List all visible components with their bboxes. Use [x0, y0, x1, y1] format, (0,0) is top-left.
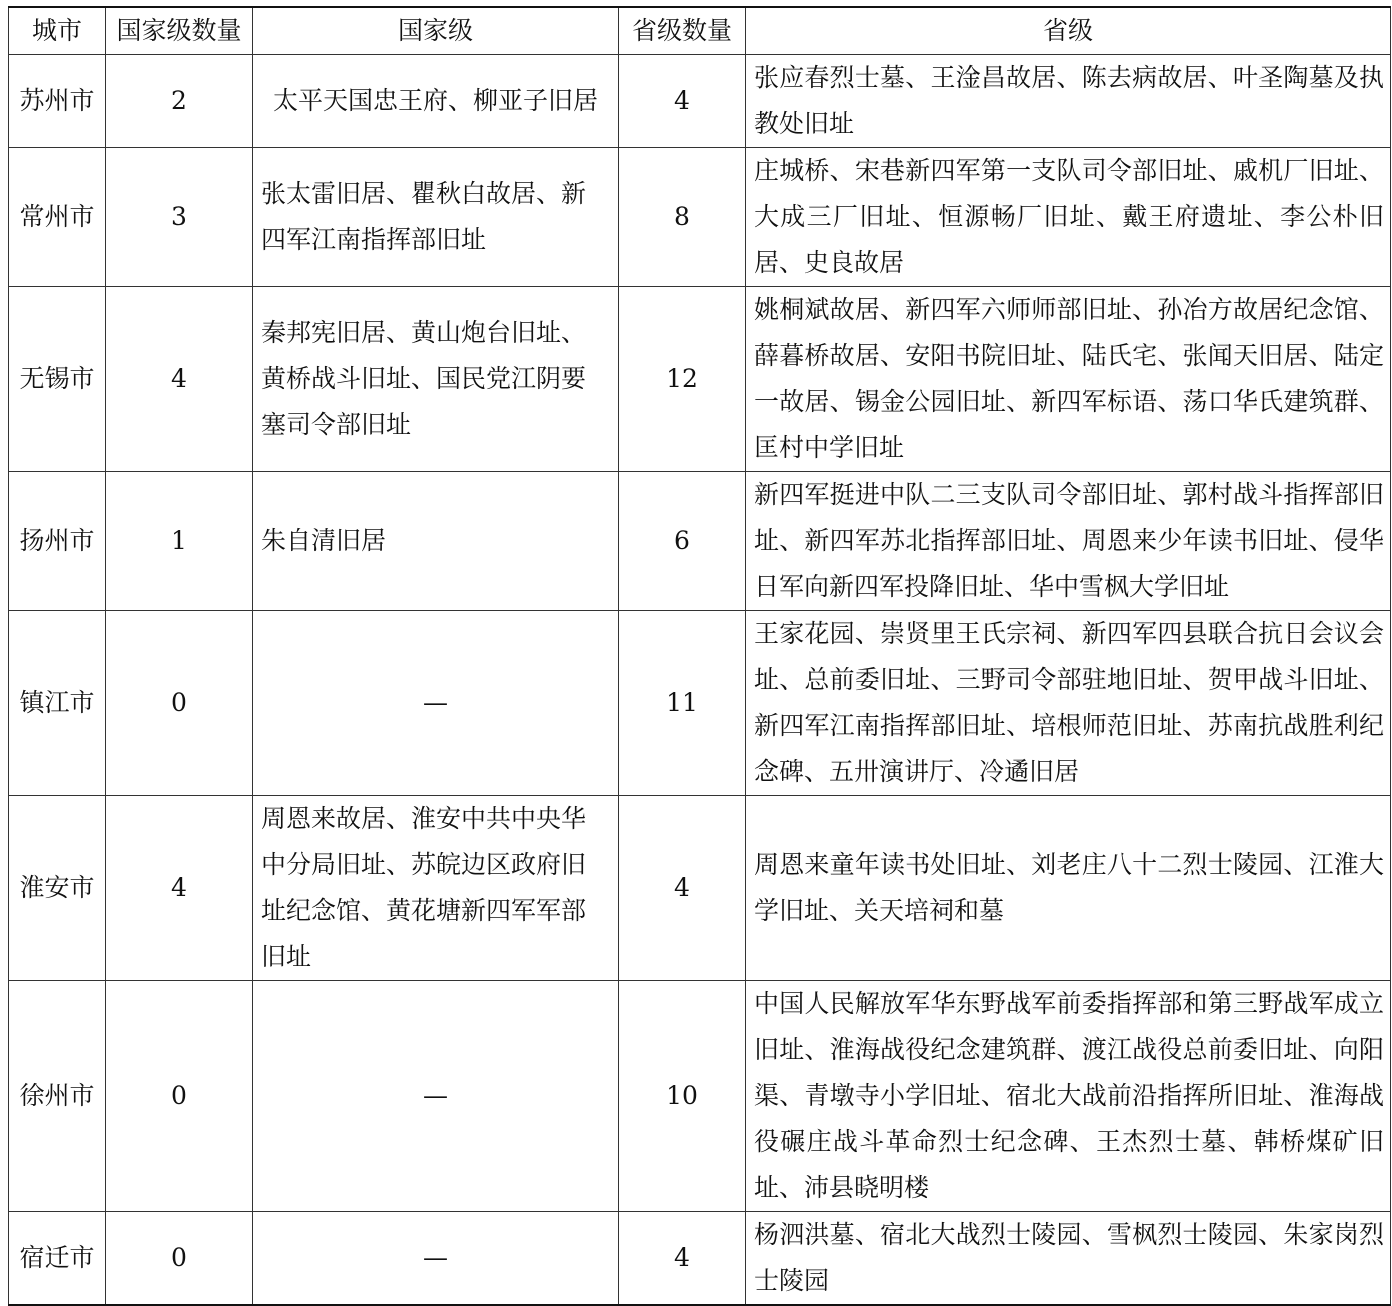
provincial-count-cell: 12 [619, 286, 746, 471]
provincial-count-cell: 6 [619, 471, 746, 610]
provincial-sites-cell: 周恩来童年读书处旧址、刘老庄八十二烈士陵园、江淮大学旧址、关天培祠和墓 [746, 795, 1391, 980]
table-row [9, 1211, 1391, 1305]
national-sites-cell: 朱自清旧居 [253, 471, 619, 610]
national-count-cell: 0 [106, 980, 253, 1211]
table-row [9, 286, 1391, 471]
national-sites-cell: — [253, 1211, 619, 1305]
header-provincial-count: 省级数量 [619, 7, 746, 54]
national-sites-cell: — [253, 980, 619, 1211]
national-sites-cell: 秦邦宪旧居、黄山炮台旧址、黄桥战斗旧址、国民党江阴要塞司令部旧址 [253, 286, 619, 471]
heritage-sites-table [8, 6, 1391, 1306]
provincial-sites-cell: 姚桐斌故居、新四军六师师部旧址、孙冶方故居纪念馆、薛暮桥故居、安阳书院旧址、陆氏宅、张闻天旧居、陆定一故居、锡金公园旧址、新四军标语、荡口华氏建筑群、匡村中学旧址 [746, 286, 1391, 471]
table-header [9, 7, 1391, 54]
provincial-sites-cell: 新四军挺进中队二三支队司令部旧址、郭村战斗指挥部旧址、新四军苏北指挥部旧址、周恩来少年读书旧址、侵华日军向新四军投降旧址、华中雪枫大学旧址 [746, 471, 1391, 610]
provincial-sites-cell: 中国人民解放军华东野战军前委指挥部和第三野战军成立旧址、淮海战役纪念建筑群、渡江战役总前委旧址、向阳渠、青墩寺小学旧址、宿北大战前沿指挥所旧址、淮海战役碾庄战斗革命烈士纪念碑、王杰烈士墓、韩桥煤矿旧址、沛县晓明楼 [746, 980, 1391, 1211]
national-sites-cell: 太平天国忠王府、柳亚子旧居 [253, 54, 619, 147]
city-cell: 常州市 [9, 147, 106, 286]
provincial-sites-cell: 张应春烈士墓、王淦昌故居、陈去病故居、叶圣陶墓及执教处旧址 [746, 54, 1391, 147]
city-cell: 淮安市 [9, 795, 106, 980]
city-cell: 镇江市 [9, 610, 106, 795]
city-cell: 扬州市 [9, 471, 106, 610]
national-count-cell: 4 [106, 795, 253, 980]
city-cell: 宿迁市 [9, 1211, 106, 1305]
table-row [9, 610, 1391, 795]
national-count-cell: 4 [106, 286, 253, 471]
provincial-sites-cell: 王家花园、崇贤里王氏宗祠、新四军四县联合抗日会议会址、总前委旧址、三野司令部驻地旧址、贺甲战斗旧址、新四军江南指挥部旧址、培根师范旧址、苏南抗战胜利纪念碑、五卅演讲厅、冷遹旧居 [746, 610, 1391, 795]
provincial-count-cell: 11 [619, 610, 746, 795]
provincial-count-cell: 4 [619, 795, 746, 980]
national-sites-cell: 张太雷旧居、瞿秋白故居、新四军江南指挥部旧址 [253, 147, 619, 286]
national-count-cell: 2 [106, 54, 253, 147]
provincial-sites-cell: 杨泗洪墓、宿北大战烈士陵园、雪枫烈士陵园、朱家岗烈士陵园 [746, 1211, 1391, 1305]
city-cell: 无锡市 [9, 286, 106, 471]
provincial-count-cell: 4 [619, 1211, 746, 1305]
provincial-sites-cell: 庄城桥、宋巷新四军第一支队司令部旧址、戚机厂旧址、大成三厂旧址、恒源畅厂旧址、戴王府遗址、李公朴旧居、史良故居 [746, 147, 1391, 286]
national-sites-cell: 周恩来故居、淮安中共中央华中分局旧址、苏皖边区政府旧址纪念馆、黄花塘新四军军部旧址 [253, 795, 619, 980]
header-provincial: 省级 [746, 7, 1391, 54]
header-row [9, 7, 1391, 54]
national-sites-cell: — [253, 610, 619, 795]
city-cell: 苏州市 [9, 54, 106, 147]
provincial-count-cell: 4 [619, 54, 746, 147]
header-national-count: 国家级数量 [106, 7, 253, 54]
table-row [9, 147, 1391, 286]
national-count-cell: 0 [106, 610, 253, 795]
national-count-cell: 0 [106, 1211, 253, 1305]
table-row [9, 54, 1391, 147]
city-cell: 徐州市 [9, 980, 106, 1211]
national-count-cell: 3 [106, 147, 253, 286]
table-row [9, 980, 1391, 1211]
national-count-cell: 1 [106, 471, 253, 610]
header-city: 城市 [9, 7, 106, 54]
provincial-count-cell: 10 [619, 980, 746, 1211]
header-national: 国家级 [253, 7, 619, 54]
table-row [9, 795, 1391, 980]
table-row [9, 471, 1391, 610]
provincial-count-cell: 8 [619, 147, 746, 286]
table-body [9, 54, 1391, 1305]
